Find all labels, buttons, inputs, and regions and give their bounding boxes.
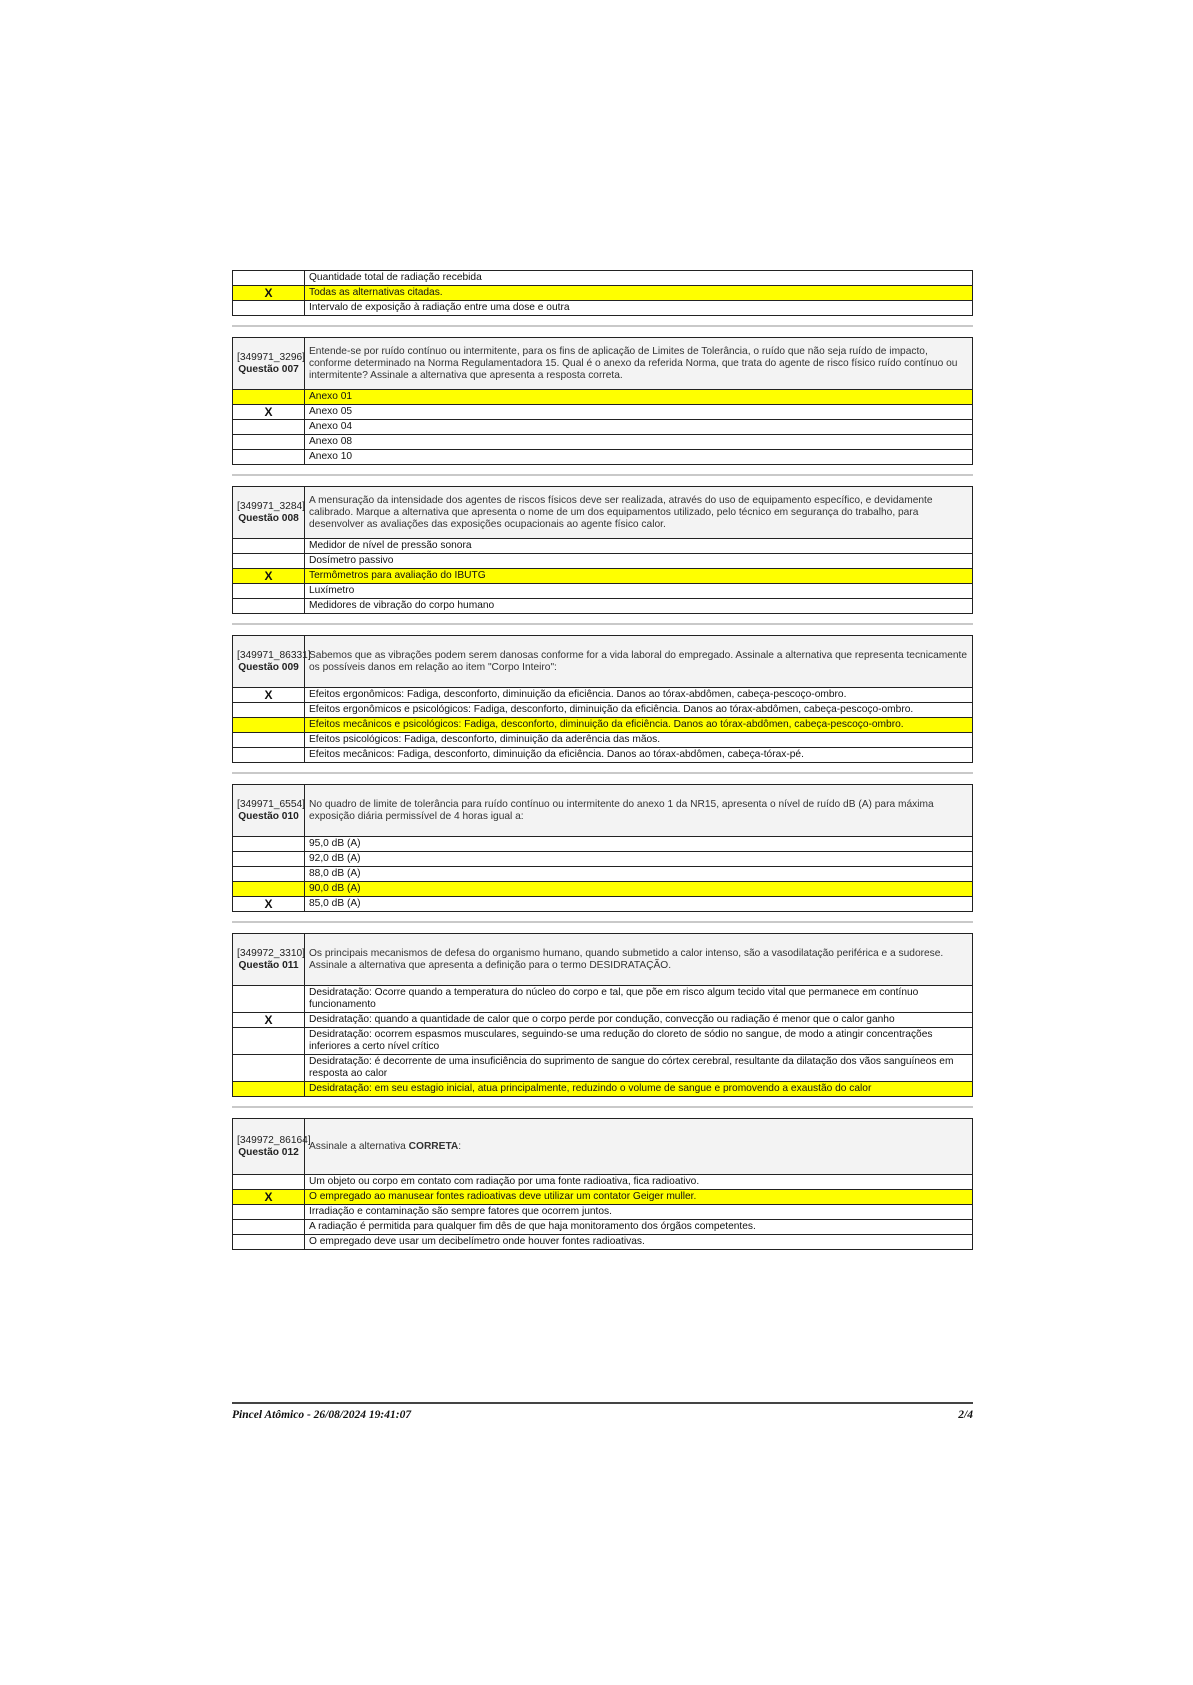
- option-row: [233, 1013, 973, 1028]
- answer-mark: [233, 554, 305, 569]
- question-id: [349972_86164]: [237, 1134, 311, 1146]
- footer-brand-timestamp: Pincel Atômico - 26/08/2024 19:41:07: [232, 1409, 412, 1421]
- option-row: [233, 1235, 973, 1250]
- question-text-bold: CORRETA: [408, 1140, 459, 1152]
- separator: [232, 772, 973, 784]
- option-text: Efeitos mecânicos: Fadiga, desconforto, diminuição da eficiência. Danos ao tórax-abdômen, cabeça-tórax-pé.: [305, 748, 973, 763]
- answer-mark: [233, 718, 305, 733]
- option-text: O empregado ao manusear fontes radioativas deve utilizar um contator Geiger muller.: [305, 1190, 973, 1205]
- question-id-cell: [233, 487, 305, 539]
- answer-mark: [233, 1175, 305, 1190]
- question-label: Questão 012: [238, 1146, 299, 1158]
- option-text: Anexo 01: [305, 390, 973, 405]
- option-row: [233, 405, 973, 420]
- answer-mark: [233, 390, 305, 405]
- question-id: [349971_6554]: [237, 798, 305, 810]
- option-row-selected: [233, 569, 973, 584]
- question-label: Questão 008: [238, 512, 299, 524]
- question-008: [232, 486, 973, 614]
- option-row: [233, 554, 973, 569]
- option-row: [233, 1205, 973, 1220]
- answer-mark: [233, 733, 305, 748]
- option-text: Desidratação: quando a quantidade de calor que o corpo perde por condução, convecção ou radiação é menor que o calor ganho: [305, 1013, 973, 1028]
- answer-mark: X: [233, 1013, 305, 1028]
- option-row: [233, 271, 973, 286]
- answer-mark: X: [233, 1190, 305, 1205]
- option-row-selected: [233, 718, 973, 733]
- answer-mark: [233, 1055, 305, 1082]
- option-row: [233, 420, 973, 435]
- option-text: Todas as alternativas citadas.: [305, 286, 973, 301]
- option-row: [233, 733, 973, 748]
- option-row: [233, 1055, 973, 1082]
- question-label: Questão 010: [238, 810, 299, 822]
- answer-mark: X: [233, 688, 305, 703]
- question-header: [233, 338, 973, 390]
- option-text: Irradiação e contaminação são sempre fatores que ocorrem juntos.: [305, 1205, 973, 1220]
- option-text: Efeitos ergonômicos e psicológicos: Fadiga, desconforto, diminuição da eficiência. Danos ao tórax-abdômen, cabeça-pescoço-ombro.: [305, 703, 973, 718]
- option-row: [233, 867, 973, 882]
- question-006-tail: [232, 270, 973, 316]
- option-row: [233, 1220, 973, 1235]
- option-text: 92,0 dB (A): [305, 852, 973, 867]
- question-id-cell: [233, 785, 305, 837]
- option-row: [233, 837, 973, 852]
- option-row-selected: [233, 882, 973, 897]
- question-id: [349971_86331]: [237, 649, 311, 661]
- option-row: [233, 599, 973, 614]
- answer-mark: [233, 867, 305, 882]
- option-row: [233, 539, 973, 554]
- option-text: Anexo 04: [305, 420, 973, 435]
- option-row: [233, 986, 973, 1013]
- answer-mark: [233, 584, 305, 599]
- question-text-prefix: Assinale a alternativa: [309, 1140, 409, 1152]
- option-text: Anexo 10: [305, 450, 973, 465]
- option-row-selected: [233, 390, 973, 405]
- option-text: 90,0 dB (A): [305, 882, 973, 897]
- answer-mark: [233, 882, 305, 897]
- separator: [232, 1106, 973, 1118]
- page-number: 2/4: [958, 1409, 973, 1421]
- option-row: [233, 703, 973, 718]
- answer-mark: [233, 450, 305, 465]
- question-label: Questão 007: [238, 363, 299, 375]
- option-text: O empregado deve usar um decibelímetro onde houver fontes radioativas.: [305, 1235, 973, 1250]
- option-text: Quantidade total de radiação recebida: [305, 271, 973, 286]
- question-header: [233, 785, 973, 837]
- question-label: Questão 009: [238, 661, 299, 673]
- answer-mark: X: [233, 286, 305, 301]
- question-id-cell: [233, 1119, 311, 1175]
- question-header: [233, 636, 973, 688]
- page-footer: [232, 1402, 973, 1421]
- question-id: [349972_3310]: [237, 947, 305, 959]
- question-id: [349971_3284]: [237, 500, 305, 512]
- option-row: [233, 435, 973, 450]
- option-row: [233, 1028, 973, 1055]
- question-label: Questão 011: [238, 959, 299, 971]
- question-text: Sabemos que as vibrações podem serem danosas conforme for a vida laboral do empregado. Assinale a alternativa que representa tecnicamente os possíveis danos em relação ao item "Corpo Inteiro":: [305, 636, 973, 688]
- question-011: [232, 933, 973, 1097]
- option-text: Medidor de nível de pressão sonora: [305, 539, 973, 554]
- option-text: Intervalo de exposição à radiação entre uma dose e outra: [305, 301, 973, 316]
- answer-mark: [233, 435, 305, 450]
- option-row: [233, 852, 973, 867]
- option-row: [233, 688, 973, 703]
- question-header: [233, 1119, 973, 1175]
- option-row: [233, 584, 973, 599]
- answer-mark: [233, 1082, 305, 1097]
- answer-mark: [233, 1235, 305, 1250]
- exam-page: [232, 270, 973, 1250]
- question-text: A mensuração da intensidade dos agentes de riscos físicos deve ser realizada, através do uso de equipamento específico, e devidamente calibrado. Marque a alternativa que apresenta o nome de um dos equipamentos utilizado, pelo técnico em segurança do trabalho, para desenvolver as avaliações das exposições ocupacionais ao agente físico calor.: [305, 487, 973, 539]
- question-id: [349971_3296]: [237, 351, 305, 363]
- option-row: [233, 748, 973, 763]
- option-text: 88,0 dB (A): [305, 867, 973, 882]
- answer-mark: [233, 1205, 305, 1220]
- answer-mark: [233, 301, 305, 316]
- option-text: 85,0 dB (A): [305, 897, 973, 912]
- question-009: [232, 635, 973, 763]
- option-text: Medidores de vibração do corpo humano: [305, 599, 973, 614]
- option-text: Desidratação: ocorrem espasmos musculares, seguindo-se uma redução do cloreto de sódio no sangue, de modo a atingir concentrações inferiores a certo nível crítico: [305, 1028, 973, 1055]
- separator: [232, 325, 973, 337]
- answer-mark: [233, 748, 305, 763]
- question-text-suffix: :: [458, 1140, 462, 1152]
- option-text: A radiação é permitida para qualquer fim dês de que haja monitoramento dos órgãos competentes.: [305, 1220, 973, 1235]
- answer-mark: [233, 420, 305, 435]
- answer-mark: X: [233, 569, 305, 584]
- answer-mark: [233, 837, 305, 852]
- answer-mark: [233, 1028, 305, 1055]
- answer-mark: X: [233, 405, 305, 420]
- answer-mark: [233, 539, 305, 554]
- option-text: Desidratação: é decorrente de uma insuficiência do suprimento de sangue do córtex cerebral, resultante da dilatação dos vãos sanguíneos em resposta ao calor: [305, 1055, 973, 1082]
- question-007: [232, 337, 973, 465]
- question-text: No quadro de limite de tolerância para ruído contínuo ou intermitente do anexo 1 da NR15, apresenta o nível de ruído dB (A) para máxima exposição diária permissível de 4 horas igual a:: [305, 785, 973, 837]
- option-text: Anexo 05: [305, 405, 973, 420]
- answer-mark: [233, 271, 305, 286]
- option-text: Efeitos mecânicos e psicológicos: Fadiga, desconforto, diminuição da eficiência. Danos ao tórax-abdômen, cabeça-pescoço-ombro.: [305, 718, 973, 733]
- question-id-cell: [233, 934, 305, 986]
- option-row: [233, 1175, 973, 1190]
- separator: [232, 623, 973, 635]
- separator: [232, 474, 973, 486]
- question-text: Os principais mecanismos de defesa do organismo humano, quando submetido a calor intenso, são a vasodilatação periférica e a sudorese. Assinale a alternativa que apresenta a definição para o termo DESIDRATAÇÃO.: [305, 934, 973, 986]
- answer-mark: X: [233, 897, 305, 912]
- question-text: [305, 1119, 973, 1175]
- question-id-cell: [233, 636, 311, 688]
- option-row: [233, 301, 973, 316]
- question-010: [232, 784, 973, 912]
- answer-mark: [233, 986, 305, 1013]
- option-row-selected: [233, 286, 973, 301]
- option-text: Anexo 08: [305, 435, 973, 450]
- option-row: [233, 450, 973, 465]
- option-text: Um objeto ou corpo em contato com radiação por uma fonte radioativa, fica radioativo.: [305, 1175, 973, 1190]
- answer-mark: [233, 599, 305, 614]
- option-text: Efeitos ergonômicos: Fadiga, desconforto, diminuição da eficiência. Danos ao tórax-abdômen, cabeça-pescoço-ombro.: [305, 688, 973, 703]
- option-text: Desidratação: em seu estagio inicial, atua principalmente, reduzindo o volume de sangue e promovendo a exaustão do calor: [305, 1082, 973, 1097]
- option-text: Luxímetro: [305, 584, 973, 599]
- question-header: [233, 487, 973, 539]
- question-text: Entende-se por ruído contínuo ou intermitente, para os fins de aplicação de Limites de Tolerância, o ruído que não seja ruído de impacto, conforme determinado na Norma Regulamentadora 15. Qual é o anexo da referida Norma, que trata do agente de risco físico ruído contínuo ou intermitente? Assinale a alternativa que apresenta a resposta correta.: [305, 338, 973, 390]
- option-text: Termômetros para avaliação do IBUTG: [305, 569, 973, 584]
- option-row-selected: [233, 1190, 973, 1205]
- option-text: Dosímetro passivo: [305, 554, 973, 569]
- question-id-cell: [233, 338, 305, 390]
- option-text: 95,0 dB (A): [305, 837, 973, 852]
- question-012: [232, 1118, 973, 1250]
- option-row: [233, 897, 973, 912]
- answer-mark: [233, 703, 305, 718]
- option-text: Efeitos psicológicos: Fadiga, desconforto, diminuição da aderência das mãos.: [305, 733, 973, 748]
- separator: [232, 921, 973, 933]
- answer-mark: [233, 1220, 305, 1235]
- answer-mark: [233, 852, 305, 867]
- question-header: [233, 934, 973, 986]
- option-row-selected: [233, 1082, 973, 1097]
- option-text: Desidratação: Ocorre quando a temperatura do núcleo do corpo e tal, que põe em risco algum tecido vital que permanece em contínuo funcionamento: [305, 986, 973, 1013]
